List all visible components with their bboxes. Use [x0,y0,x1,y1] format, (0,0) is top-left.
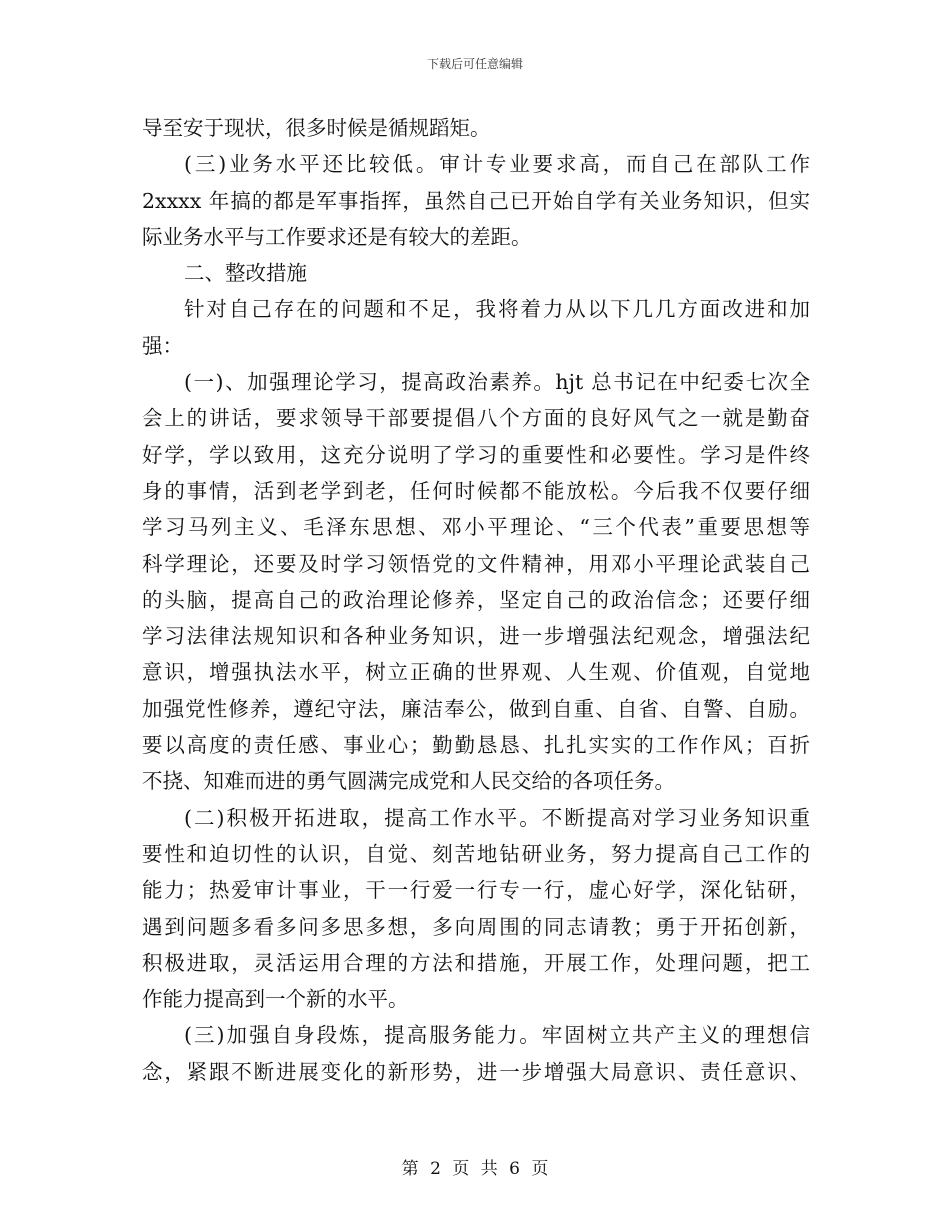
footer-current-page: 2 [430,1159,441,1179]
text-line: 学习法律法规知识和各种业务知识，进一步增强法纪观念，增强法纪 [142,624,810,649]
text-line: (一)、加强理论学习，提高政治素养。hjt 总书记在中纪委七次全 [184,370,810,395]
text-line: 念，紧跟不断进展变化的新形势，进一步增强大局意识、责任意识、 [142,1059,810,1084]
text-line: 好学，学以致用，这充分说明了学习的重要性和必要性。学习是件终 [142,442,810,467]
text-line: 二、整改措施 [184,261,307,286]
text-line: (三)加强自身段炼，提高服务能力。牢固树立共产主义的理想信 [184,1023,810,1048]
text-line: 加强党性修养，遵纪守法，廉洁奉公，做到自重、自省、自警、自励。 [142,696,810,721]
footer-label-gong: 共 [480,1159,498,1179]
footer-label-di: 第 [401,1159,419,1179]
text-line: 遇到问题多看多问多思多想，多向周围的同志请教；勇于开拓创新， [142,914,810,939]
text-line: 际业务水平与工作要求还是有较大的差距。 [142,224,532,249]
footer-label-ye-2: 页 [531,1159,549,1179]
text-line: 要以高度的责任感、事业心；勤勤恳恳、扎扎实实的工作作风；百折 [142,733,810,758]
text-line: 导至安于现状，很多时候是循规蹈矩。 [142,116,491,140]
footer-total-pages: 6 [509,1159,520,1179]
text-line: 的头脑，提高自己的政治理论修养，坚定自己的政治信念；还要仔细 [142,587,810,612]
text-line: 强： [142,333,183,358]
text-line: 科学理论，还要及时学习领悟党的文件精神，用邓小平理论武装自己 [142,551,810,576]
text-line: 2xxxx 年搞的都是军事指挥，虽然自己已开始自学有关业务知识，但实 [142,188,810,213]
text-line: 针对自己存在的问题和不足，我将着力从以下几几方面改进和加 [184,297,810,322]
text-line: 要性和迫切性的认识，自觉、刻苦地钻研业务，努力提高自己工作的 [142,841,810,866]
text-line: 积极进取，灵活运用合理的方法和措施，开展工作，处理问题，把工 [142,950,810,975]
text-line: 意识，增强执法水平，树立正确的世界观、人生观、价值观，自觉地 [142,660,810,685]
text-line: 不挠、知难而进的勇气圆满完成党和人民交给的各项任务。 [142,769,675,794]
text-line: 身的事情，活到老学到老，任何时候都不能放松。今后我不仅要仔细 [142,478,810,503]
text-line: 学习马列主义、毛泽东思想、邓小平理论、“三个代表”重要思想等 [142,515,810,540]
footer-label-ye: 页 [452,1159,470,1179]
text-line: (二)积极开拓进取，提高工作水平。不断提高对学习业务知识重 [184,805,810,830]
page-footer [0,1154,950,1179]
text-line: 作能力提高到一个新的水平。 [142,987,409,1012]
text-line: 能力；热爱审计事业，干一行爱一行专一行，虚心好学，深化钻研， [142,878,810,903]
text-line: 会上的讲话，要求领导干部要提倡八个方面的良好风气之一就是勤奋 [142,406,810,431]
text-line: (三)业务水平还比较低。审计专业要求高，而自己在部队工作 [184,152,810,177]
document-body [142,110,810,1090]
page-header: 下载后可任意编辑 [426,57,523,71]
